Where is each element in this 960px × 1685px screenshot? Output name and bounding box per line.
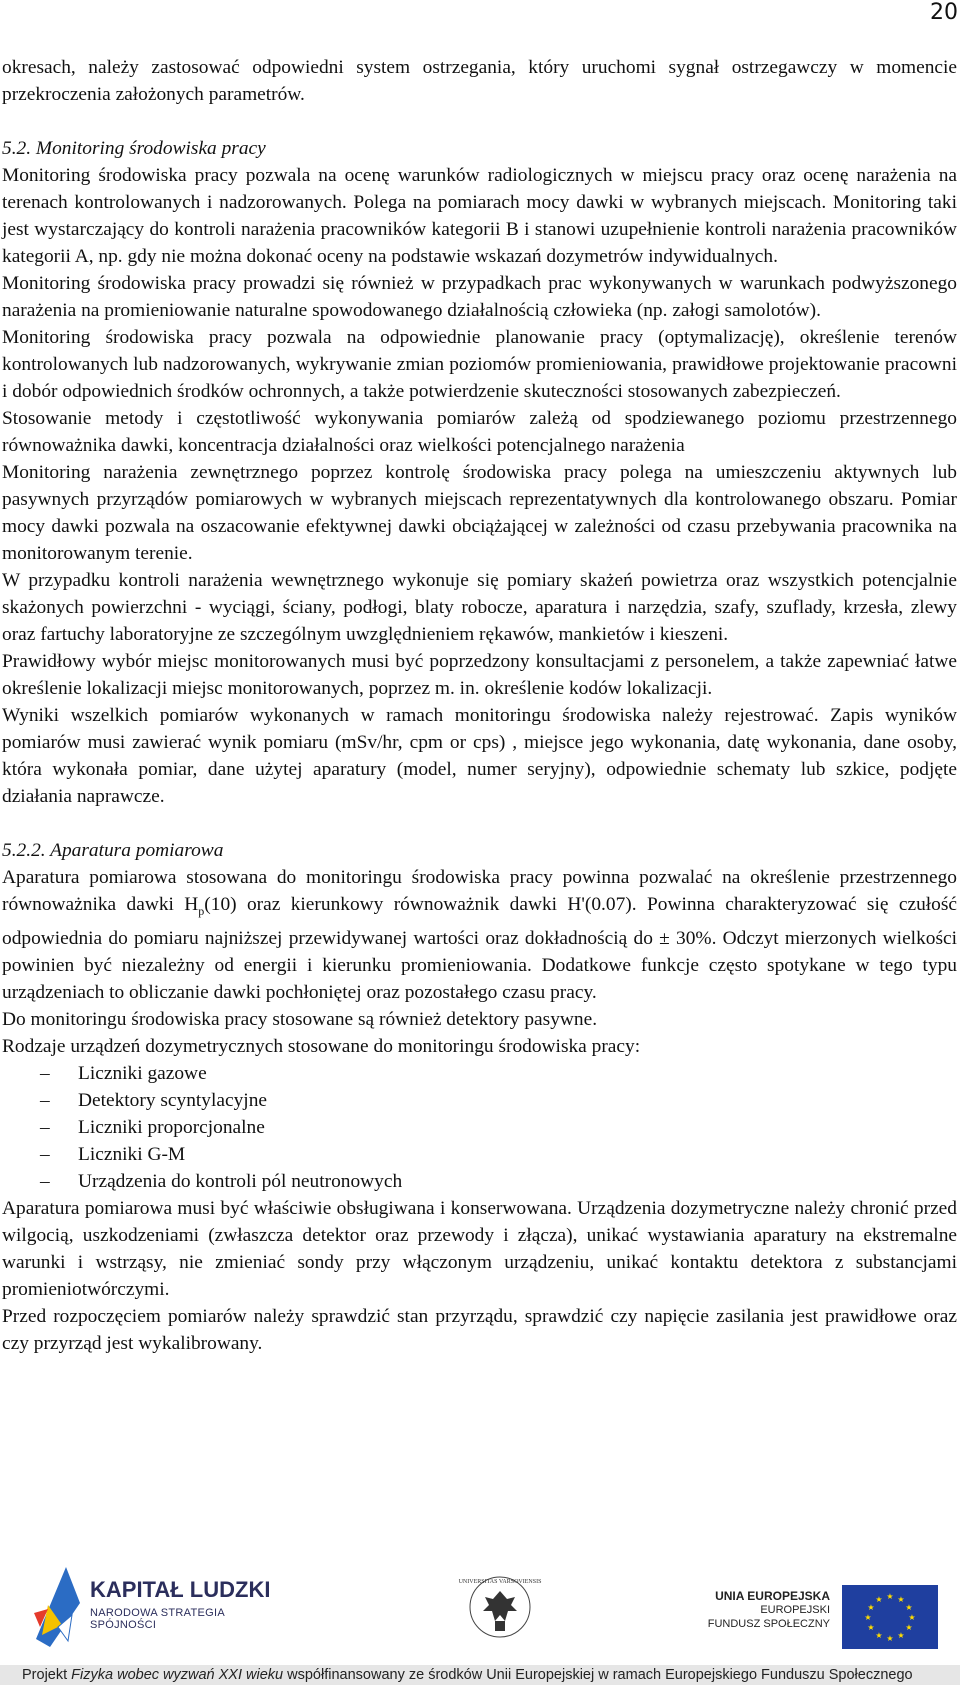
svg-text:★: ★ xyxy=(897,1595,905,1604)
svg-text:★: ★ xyxy=(864,1613,872,1622)
eu-text xyxy=(700,1589,830,1631)
paragraph: Wyniki wszelkich pomiarów wykonanych w ramach monitoringu środowiska należy rejestrować. Zapis wyników pomiarów musi zawierać wynik pomiaru (mSv/hr, cpm or cps) , miejsce jego wykonania, datę wykonania, dane osoby, która wykonała pomiar, dane użytej aparatury (model, numer seryjny), odpowiednie schematy lub szkice, podjęte działania naprawcze. xyxy=(2,705,957,807)
subsection-heading: 5.2.2. Aparatura pomiarowa xyxy=(2,840,224,861)
seal-text: UNIVERSITAS VARSOVIENSIS xyxy=(458,1579,542,1585)
paragraph: Monitoring środowiska pracy pozwala na odpowiednie planowanie pracy (optymalizację), określenie terenów kontrolowanych lub nadzorowanych, wykrywanie zmian poziomów promieniowania, prawidłowe projektowanie pracowni i dobór odpowiednich środków ochronnych, a także potwierdzenie skuteczności stosowanych zabezpieczeń. xyxy=(2,327,957,402)
footer-part: Projekt xyxy=(22,1667,68,1683)
body-text xyxy=(2,54,957,1357)
eu-line1: UNIA EUROPEJSKA xyxy=(715,1589,830,1603)
svg-text:★: ★ xyxy=(886,1592,894,1601)
footer-project-name: Fizyka wobec wyzwań XXI wieku xyxy=(71,1667,284,1683)
kapital-ludzki-title: KAPITAŁ LUDZKI xyxy=(90,1577,271,1602)
university-logo xyxy=(458,1569,542,1649)
kapital-ludzki-emblem-icon xyxy=(28,1565,88,1647)
paragraph: Stosowanie metody i częstotliwość wykonywania pomiarów zależą od spodziewanego poziomu przestrzennego równoważnika dawki, koncentracja działalności oraz wielkości potencjalnego narażenia xyxy=(2,408,957,456)
svg-text:★: ★ xyxy=(875,1631,883,1640)
paragraph-part: Aparatura pomiarowa stosowana do monitoringu środowiska pracy powinna pozwalać na określenie przestrzennego równoważnika dawki H xyxy=(2,867,957,915)
university-seal-icon xyxy=(458,1569,542,1649)
eu-flag-icon xyxy=(842,1585,938,1649)
svg-text:★: ★ xyxy=(867,1603,875,1612)
paragraph: Przed rozpoczęciem pomiarów należy sprawdzić stan przyrządu, sprawdzić czy napięcie zasilania jest prawidłowe oraz czy przyrząd jest wykalibrowany. xyxy=(2,1305,957,1354)
paragraph: Rodzaje urządzeń dozymetrycznych stosowane do monitoringu środowiska pracy: xyxy=(2,1035,641,1057)
svg-text:★: ★ xyxy=(905,1623,913,1632)
kapital-ludzki-subtitle: NARODOWA STRATEGIA SPÓJNOŚCI xyxy=(90,1607,225,1631)
eu-line2: EUROPEJSKI xyxy=(760,1604,830,1616)
svg-text:★: ★ xyxy=(867,1623,875,1632)
paragraph xyxy=(2,864,957,1006)
paragraph: Do monitoringu środowiska pracy stosowane są również detektory pasywne. xyxy=(2,1008,598,1030)
device-list xyxy=(2,1060,957,1195)
page-number: 20 xyxy=(930,0,958,25)
svg-text:★: ★ xyxy=(897,1631,905,1640)
paragraph: Monitoring narażenia zewnętrznego poprzez kontrolę środowiska pracy polega na umieszczeniu aktywnych lub pasywnych przyrządów pomiarowych w wybranych miejscach reprezentatywnych dla kontrolowanego obszaru. Pomiar mocy dawki pozwala na oszacowanie efektywnej dawki obciążającej w zależności od czasu przebywania pracownika na monitorowanym terenie. xyxy=(2,462,957,564)
paragraph-part: (10) oraz kierunkowy równoważnik dawki H'(0.07). Powinna charakteryzować się czułość odpowiednia do pomiaru najniższej przewidywanej wartości oraz dokładnością do ± 30%. Odczyt mierzonych wielkości powinien być niezależny od energii i kierunku promieniowania. Dodatkowe funkcje często spotykane w tego typu urządzeniach to obliczanie dawki pochłoniętej oraz pozostałego czasu pracy. xyxy=(2,894,957,1003)
svg-text:★: ★ xyxy=(886,1634,894,1643)
kapital-ludzki-logo xyxy=(28,1565,288,1647)
paragraph: Prawidłowy wybór miejsc monitorowanych musi być poprzedzony konsultacjami z personelem, a także zapewniać łatwe określenie lokalizacji miejsc monitorowanych, poprzez m. in. określenie kodów lokalizacji. xyxy=(2,651,957,699)
paragraph: okresach, należy zastosować odpowiedni system ostrzegania, który uruchomi sygnał ostrzegawczy w momencie przekroczenia założonych parametrów. xyxy=(2,57,957,105)
paragraph: W przypadku kontroli narażenia wewnętrznego wykonuje się pomiary skażeń powietrza oraz wszystkich potencjalnie skażonych powierzchni - wyciągi, ściany, podłogi, blaty robocze, aparatura i narzędzia, szafy, szuflady, krzesła, zlewy oraz fartuchy laboratoryjne ze szczególnym uwzględnieniem rękawów, mankietów i kieszeni. xyxy=(2,570,957,645)
subscript: p xyxy=(198,903,205,918)
section-heading: 5.2. Monitoring środowiska pracy xyxy=(2,138,266,159)
list-item: – Liczniki proporcjonalne xyxy=(40,1114,957,1141)
svg-text:★: ★ xyxy=(875,1595,883,1604)
paragraph: Monitoring środowiska pracy pozwala na ocenę warunków radiologicznych w miejscu pracy oraz ocenę narażenia na terenach kontrolowanych i nadzorowanych. Polega na pomiarach mocy dawki w wybranych miejscach. Monitoring taki jest wystarczający do kontroli narażenia pracowników kategorii B i stanowi uzupełnienie kontroli narażenia pracowników kategorii A, np. gdy nie można dokonać oceny na podstawie wskazań dozymetrów indywidualnych. xyxy=(2,165,957,267)
paragraph: Monitoring środowiska pracy prowadzi się również w przypadkach prac wykonywanych w warunkach podwyższonego narażenia na promieniowanie naturalne spowodowanego działalnością człowieka (np. załogi samolotów). xyxy=(2,273,957,321)
footer-part: współfinansowany ze środków Unii Europejskiej w ramach Europejskiego Funduszu Społecznego xyxy=(287,1667,913,1683)
eu-line3: FUNDUSZ SPOŁECZNY xyxy=(707,1618,830,1630)
list-item: – Liczniki gazowe xyxy=(40,1060,957,1087)
list-item: – Detektory scyntylacyjne xyxy=(40,1087,957,1114)
footer-text xyxy=(22,1667,913,1683)
list-item: – Liczniki G-M xyxy=(40,1141,957,1168)
svg-text:★: ★ xyxy=(908,1613,916,1622)
paragraph: Aparatura pomiarowa musi być właściwie obsługiwana i konserwowana. Urządzenia dozymetryczne należy chronić przed wilgocią, uszkodzeniami (zwłaszcza detektor oraz przewody i złącza), unikać wystawiania aparatury na ekstremalne warunki i wstrząsy, nie zmieniać sondy przy włączonym urządzeniu, unikać kontaktu detektora z substancjami promieniotwórczymi. xyxy=(2,1197,957,1300)
footer-logos xyxy=(0,1565,960,1660)
list-item: – Urządzenia do kontroli pól neutronowych xyxy=(40,1168,957,1195)
svg-text:★: ★ xyxy=(905,1603,913,1612)
